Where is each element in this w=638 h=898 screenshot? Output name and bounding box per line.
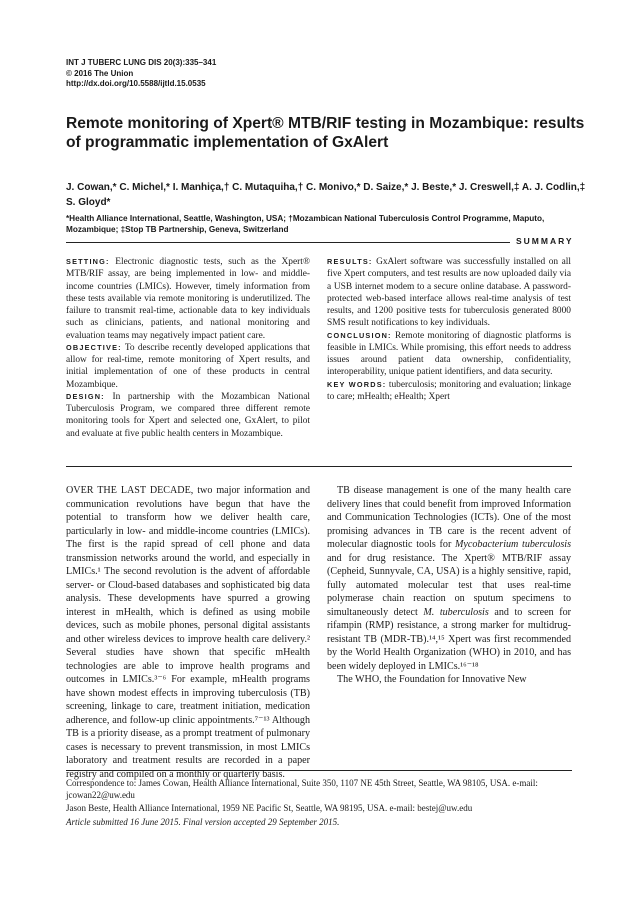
setting-label: SETTING: [66, 257, 110, 266]
abstract-objective [66, 342, 310, 391]
body-right-column [327, 484, 571, 687]
keywords-text: tuberculosis; monitoring and evaluation; linkage to care; mHealth; eHealth; Xpert [327, 379, 571, 402]
abstract-conclusion [327, 330, 571, 379]
para2-species: Mycobacterium tuberculosis [455, 539, 571, 550]
results-text: GxAlert software was successfully installed on all five Xpert computers, and test results are now uploaded daily via a USB internet modem to a secure online database. A password-protected web-based interface allows real-time analysis of test results, and 1200 positive tests for tuberculosis generated 8000 SMS result notifications to key individuals. [327, 257, 571, 329]
body-left-column [66, 484, 310, 781]
footnote-divider [66, 770, 572, 771]
second-contact-note: Jason Beste, Health Alliance International, 1959 NE Pacific St, Seattle, WA 98195, USA. e-mail: bestej@uw.edu [66, 803, 473, 814]
affiliations: *Health Alliance International, Seattle, Washington, USA; †Mozambican National Tuberculosis Control Programme, Maputo, Mozambique; ‡Stop TB Partnership, Geneva, Switzerland [66, 214, 545, 234]
intro-paragraph [66, 484, 310, 781]
para2-species-abbrev: M. tuberculosis [423, 606, 489, 618]
abstract-results [327, 256, 571, 330]
results-label: RESULTS: [327, 257, 373, 266]
keywords-label: KEY WORDS: [327, 379, 387, 389]
author-list: J. Cowan,* C. Michel,* I. Manhiça,† C. Mutaquiha,† C. Monivo,* D. Saize,* J. Beste,* J. Creswell,‡ A. J. Codlin,‡ S. Gloyd* [66, 182, 586, 208]
doi-link[interactable]: http://dx.doi.org/10.5588/ijtld.15.0535 [66, 79, 206, 88]
summary-heading: SUMMARY [516, 236, 574, 246]
setting-text: Electronic diagnostic tests, such as the Xpert® MTB/RIF assay, are being implemented in low- and middle-income countries (LMICs). However, timely information from these tests available via remote monitoring is underutilized. The failure to transmit real-time, actionable data to key individuals such as clinicians, patients, and national monitoring and evaluation teams may negatively impact patient care. [66, 257, 310, 341]
para3-text: The WHO, the Foundation for Innovative New [337, 674, 527, 685]
para2-part1: TB disease management is one of the many health care delivery lines that could benefit from improved Information and Communication Technologies (ICTs). One of the most promising advances in TB care is the recent advent of molecular diagnostic tools for [327, 485, 571, 550]
abstract-left-column [66, 256, 310, 440]
para2-part2: and for drug resistance. The Xpert® MTB/RIF assay (Cepheid, Sunnyvale, CA, USA) is a highly sensitive, rapid, fully automated molecular test that uses real-time polymerase chain reaction on sputum specimens to simultaneously detect [327, 552, 571, 618]
objective-text: To describe recently developed applications that allow for real-time, remote monitoring of Xpert results, and initial implementation of one of these products in central Mozambique. [66, 342, 310, 390]
copyright-line: © 2016 The Union [66, 68, 134, 78]
para2-part3: and to screen for rifampin (RMP) resistance, a strong marker for multidrug-resistant TB (MDR-TB).¹⁴,¹⁵ Xpert was first recommended by the World Health Organization (WHO) in 2010, and has been widely deployed in LMICs.¹⁶⁻¹⁸ [327, 606, 571, 672]
who-paragraph [327, 673, 571, 687]
abstract-setting [66, 256, 310, 342]
journal-citation: INT J TUBERC LUNG DIS 20(3):335–341 [66, 58, 217, 67]
design-text: In partnership with the Mozambican National Tuberculosis Program, we compared three different remote monitoring tools for Xpert and selected one, GxAlert, to pilot and evaluate at five public health centers in Mozambique. [66, 391, 311, 439]
article-title: Remote monitoring of Xpert® MTB/RIF testing in Mozambique: results of programmatic implementation of GxAlert [66, 115, 585, 151]
design-label: DESIGN: [66, 391, 105, 401]
journal-header [66, 58, 216, 90]
intro-text: OVER THE LAST DECADE, two major information and communication revolutions have begun that have the potential to transform how we deliver health care, particularly in low- and middle-income countries (LMICs). The first is the rapid spread of cell phone and data transmission networks around the world, and especially in LMICs.¹ The second revolution is the advent of affordable server- or Cloud-based databases and sophisticated big data analysis. These developments have spurred a growing interest in mHealth, which is defined as using mobile devices, such as mobile phones, personal digital assistants and other wireless devices to improve health care delivery.² Several studies have shown that specific mHealth technologies are able to improve health programs and outcomes in LMICs.³⁻⁶ For example, mHealth programs have shown modest effects in improving tuberculosis (TB) screening, linkage to care, treatment initiation, medication adherence, and follow-up clinic appointments.⁷⁻¹³ Although TB is a priority disease, as a prompt treatment of pulmonary cases is necessary to prevent transmission, in most LMICs laboratory and treatment results are recorded in a paper registry and compiled on a monthly or quarterly basis. [66, 485, 310, 780]
submission-note: Article submitted 16 June 2015. Final version accepted 29 September 2015. [66, 816, 340, 827]
tb-management-paragraph [327, 484, 571, 673]
correspondence-note: Correspondence to: James Cowan, Health Alliance International, Suite 350, 1107 NE 45th Street, Seattle, WA 98105, USA. e-mail: jcowan22@uw.edu [66, 778, 538, 800]
footnotes [66, 778, 572, 830]
summary-divider [66, 242, 510, 243]
conclusion-text: Remote monitoring of diagnostic platforms is feasible in LMICs. While promising, this effort needs to address issues around patient data ownership, confidentiality, interoperability, unique patient identifiers, and data security. [327, 330, 571, 378]
abstract-keywords [327, 379, 571, 404]
abstract-divider [66, 466, 572, 467]
abstract-design [66, 391, 310, 440]
conclusion-label: CONCLUSION: [327, 330, 392, 340]
objective-label: OBJECTIVE: [66, 342, 122, 352]
abstract-right-column [327, 256, 571, 403]
